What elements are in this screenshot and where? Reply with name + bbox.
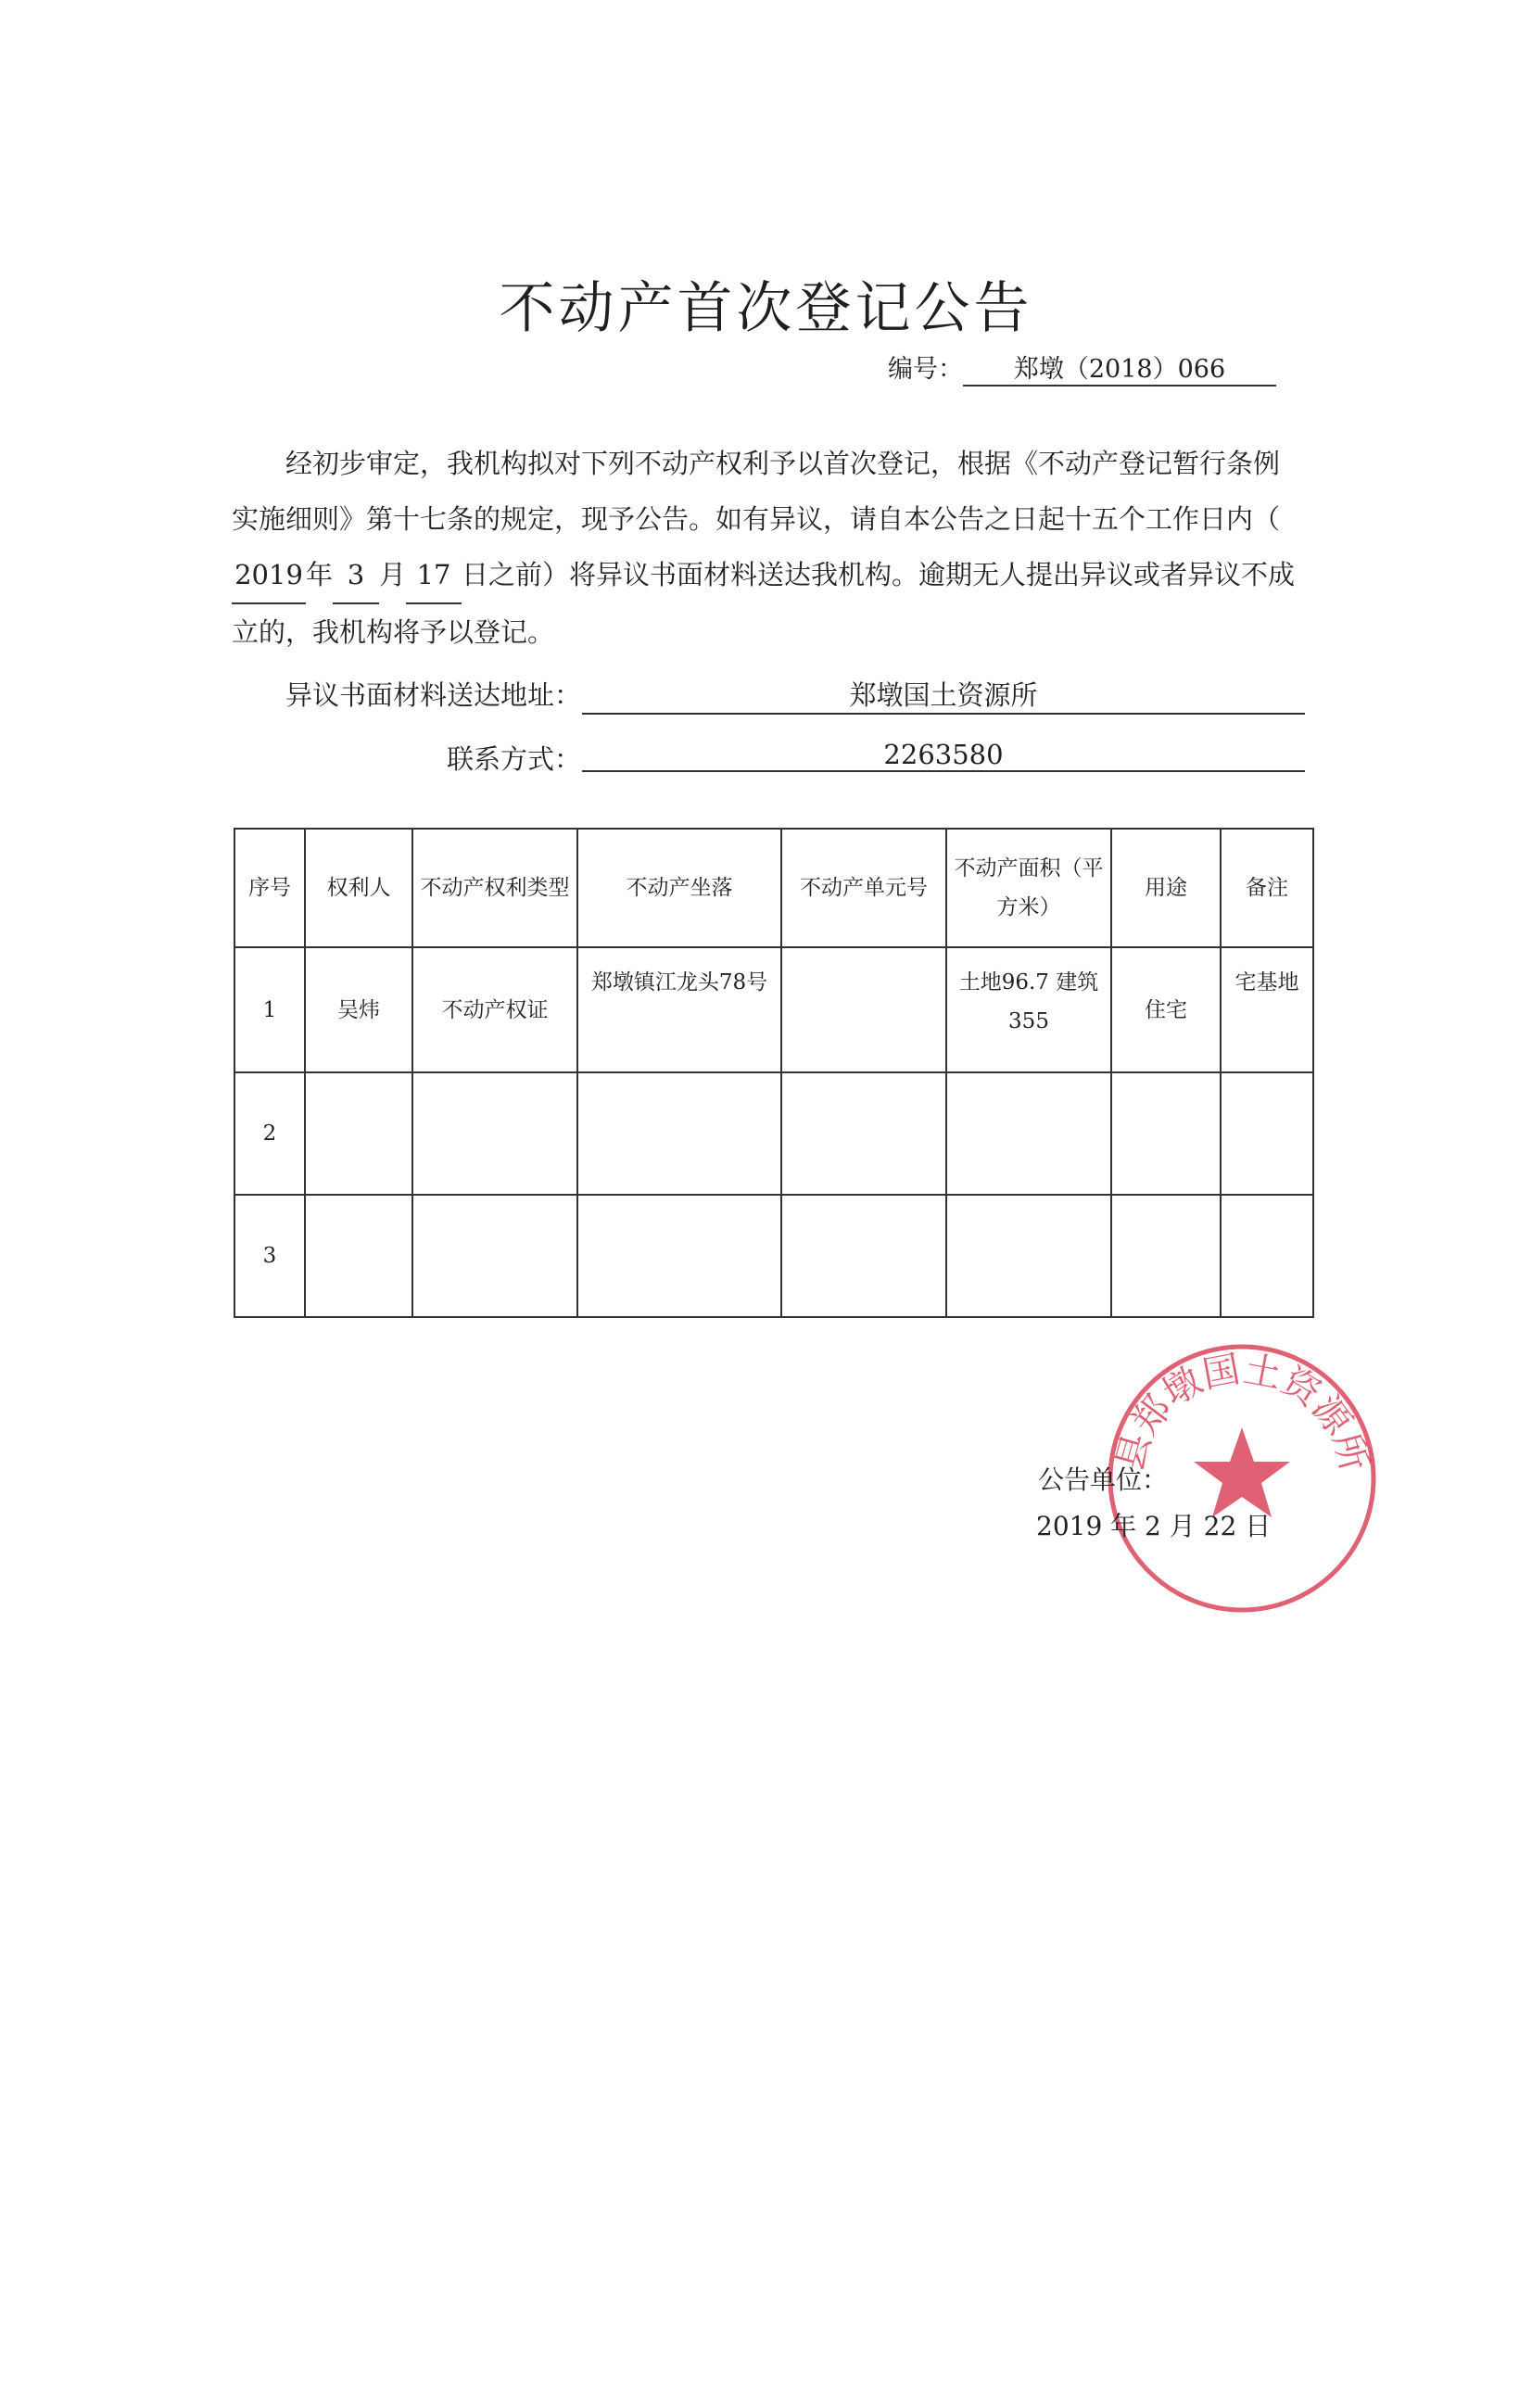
header-cell: 不动产权利类型: [412, 829, 577, 947]
doc-number-label: 编号：: [888, 355, 963, 384]
cell-owner: [305, 1195, 412, 1317]
header-cell: 权利人: [305, 829, 412, 947]
cell-area: 土地96.7 建筑355: [946, 947, 1111, 1072]
cell-use: 住宅: [1111, 947, 1221, 1072]
doc-number: [888, 349, 1276, 387]
cell-right-type: [412, 1195, 577, 1317]
body-text-part2: 日之前）将异议书面材料送达我机构。逾期无人提出异议或者异议不成立的，我机构将予以登记。: [232, 559, 1296, 648]
table-row: [234, 1195, 1313, 1317]
cell-use: [1111, 1072, 1221, 1195]
header-cell: 序号: [234, 829, 305, 947]
cell-unit-no: [781, 1072, 946, 1195]
seal-text: 县郑墩国土资源所: [1108, 1348, 1376, 1476]
cell-right-type: [412, 1072, 577, 1195]
address-value: 郑墩国土资源所: [582, 675, 1305, 715]
cell-remark: 宅基地: [1221, 947, 1313, 1072]
header-cell: 不动产面积（平方米）: [946, 829, 1111, 947]
cell-location: [577, 1072, 781, 1195]
cell-owner: [305, 1072, 412, 1195]
cell-location: 郑墩镇江龙头78号: [577, 947, 781, 1072]
cell-right-type: 不动产权证: [412, 947, 577, 1072]
cell-use: [1111, 1195, 1221, 1317]
cell-unit-no: [781, 1195, 946, 1317]
body-text-part1: 经初步审定，我机构拟对下列不动产权利予以首次登记，根据《不动产登记暂行条例实施细则》第十七条的规定，现予公告。如有异议，请自本公告之日起十五个工作日内（: [232, 448, 1281, 535]
contact-label: 联系方式：: [447, 743, 582, 775]
table-header-row: [234, 829, 1313, 947]
cell-index: 3: [234, 1195, 305, 1317]
announcement-body: [232, 436, 1298, 660]
contact-value: 2263580: [582, 739, 1305, 772]
deadline-year: 2019: [232, 547, 306, 604]
address-label: 异议书面材料送达地址：: [285, 679, 582, 711]
doc-number-value: 郑墩（2018）066: [963, 349, 1276, 387]
deadline-month: 3: [333, 547, 379, 604]
header-cell: 不动产单元号: [781, 829, 946, 947]
cell-area: [946, 1072, 1111, 1195]
header-cell: 不动产坐落: [577, 829, 781, 947]
year-char: 年: [306, 559, 334, 590]
cell-unit-no: [781, 947, 946, 1072]
issue-date: 2019 年 2 月 22 日: [1036, 1511, 1272, 1541]
registration-table: [234, 828, 1314, 1318]
cell-index: 1: [234, 947, 305, 1072]
header-cell: 用途: [1111, 829, 1221, 947]
cell-area: [946, 1195, 1111, 1317]
address-field: [285, 675, 1038, 713]
month-char: 月: [379, 559, 407, 590]
cell-index: 2: [234, 1072, 305, 1195]
contact-field: [447, 739, 1004, 777]
star-icon: [1194, 1427, 1290, 1517]
cell-remark: [1221, 1072, 1313, 1195]
header-cell: 备注: [1221, 829, 1313, 947]
table-row: [234, 1072, 1313, 1195]
page-title: 不动产首次登记公告: [499, 276, 1033, 341]
deadline-day: 17: [406, 547, 462, 604]
issuing-unit-label: 公告单位：: [1038, 1464, 1169, 1495]
cell-owner: 吴炜: [305, 947, 412, 1072]
cell-location: [577, 1195, 781, 1317]
table-row: [234, 947, 1313, 1072]
cell-remark: [1221, 1195, 1313, 1317]
